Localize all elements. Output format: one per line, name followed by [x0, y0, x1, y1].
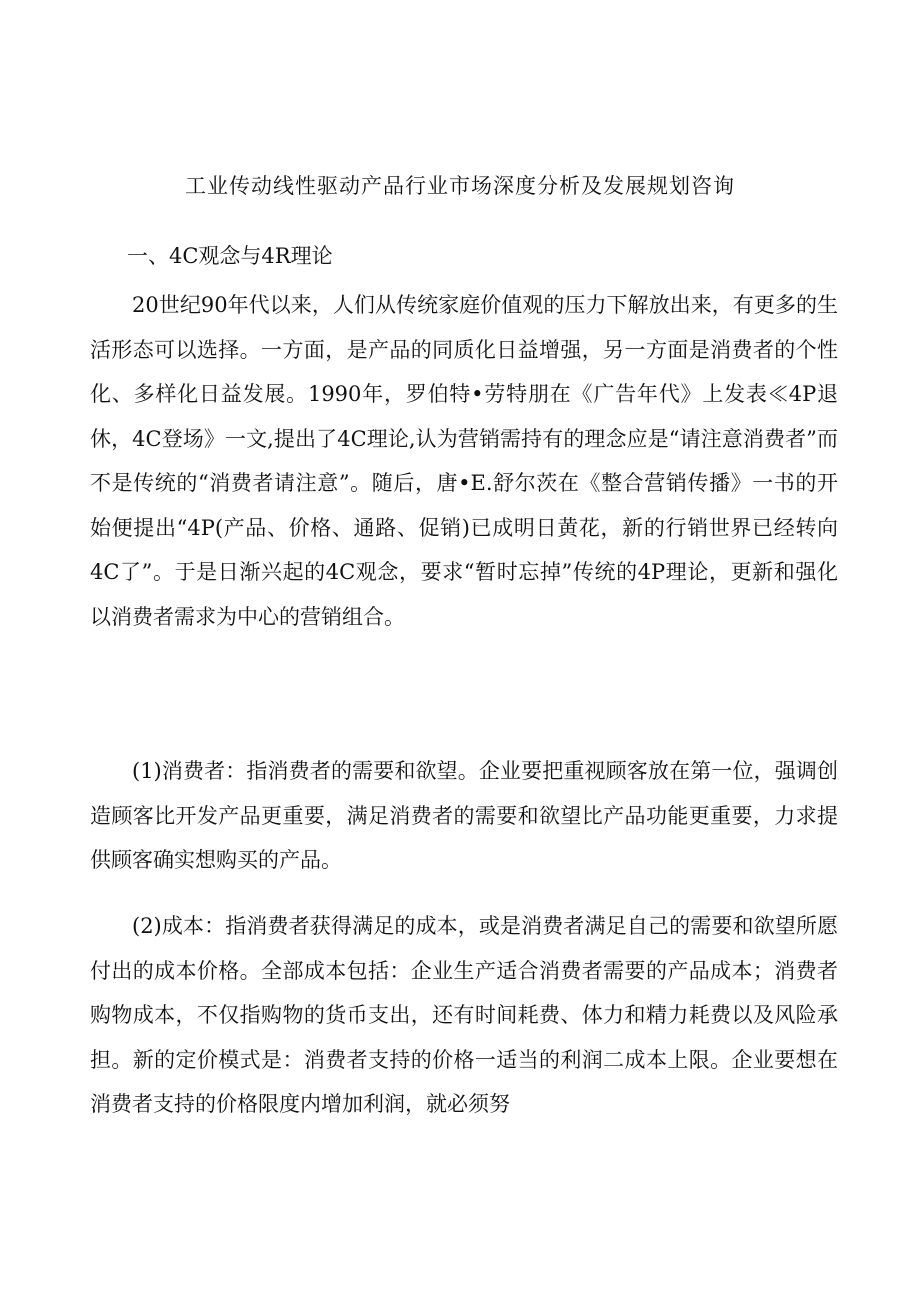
- paragraph-consumer: (1)消费者：指消费者的需要和欲望。企业要把重视顾客放在第一位，强调创造顾客比开发产品更重要，满足消费者的需要和欲望比产品功能更重要，力求提供顾客确实想购买的产品。: [90, 759, 838, 872]
- document-title: 工业传动线性驱动产品行业市场深度分析及发展规划咨询: [185, 174, 735, 198]
- section-heading: 一、4C观念与4R理论: [127, 244, 333, 268]
- paragraph-4c-intro: 20世纪90年代以来，人们从传统家庭价值观的压力下解放出来，有更多的生活形态可以选择。一方面，是产品的同质化日益增强，另一方面是消费者的个性化、多样化日益发展。1990年，罗伯特•劳特朋在《广告年代》上发表≪4P退休，4C登场》一文,提出了4C理论,认为营销需持有的理念应是“请注意消费者”而不是传统的“消费者请注意”。随后，唐•E.舒尔茨在《整合营销传播》一书的开始便提出“4P(产品、价格、通路、促销)已成明日黄花，新的行销世界已经转向4C了”。于是日渐兴起的4C观念，要求“暂时忘掉”传统的4P理论，更新和强化以消费者需求为中心的营销组合。: [90, 293, 838, 629]
- paragraph-cost: (2)成本：指消费者获得满足的成本，或是消费者满足自己的需要和欲望所愿付出的成本价格。全部成本包括：企业生产适合消费者需要的产品成本；消费者购物成本，不仅指购物的货币支出，还有时间耗费、体力和精力耗费以及风险承担。新的定价模式是：消费者支持的价格一适当的利润二成本上限。企业要想在消费者支持的价格限度内增加利润，就必须努: [90, 914, 838, 1116]
